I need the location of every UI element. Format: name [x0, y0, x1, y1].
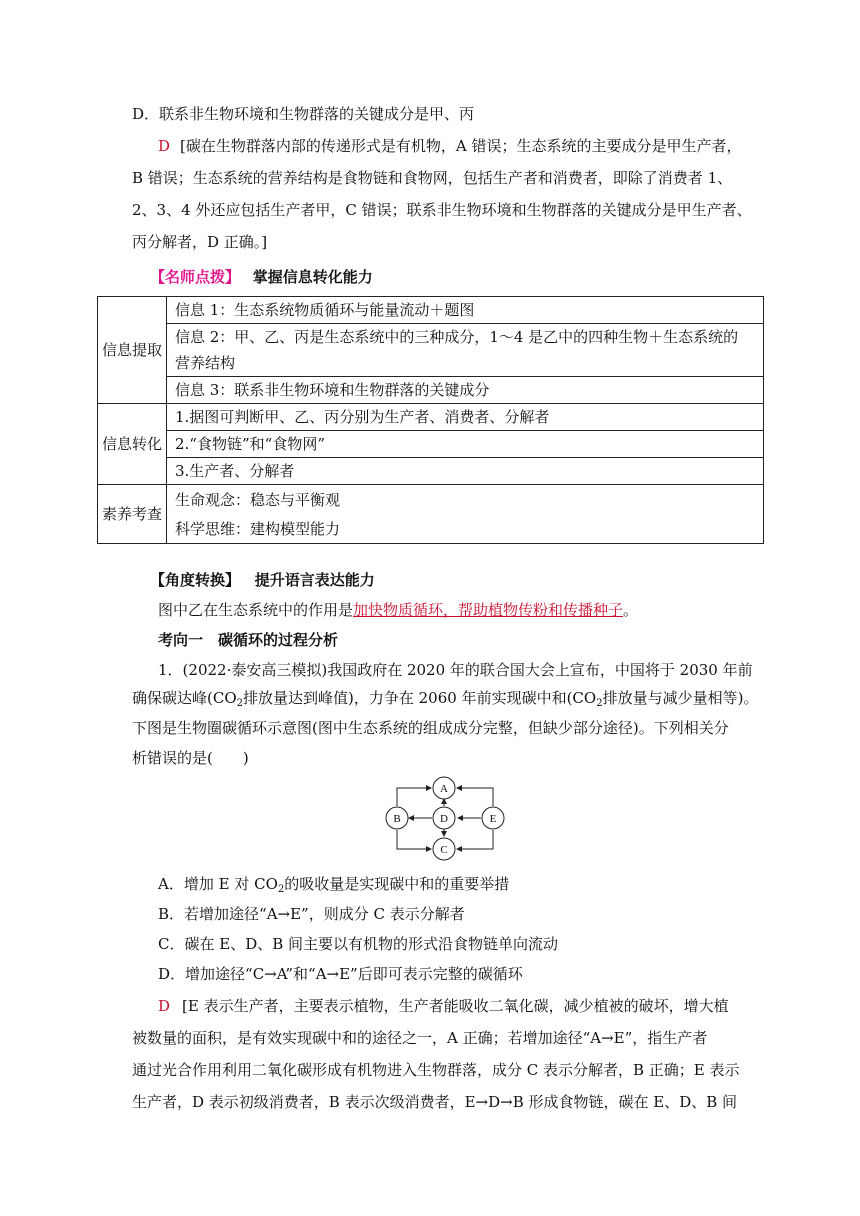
angle-question-prefix: 图中乙在生态系统中的作用是 [158, 601, 354, 619]
option-d-text: D．联系非生物环境和生物群落的关键成分是甲、丙 [132, 105, 475, 123]
explanation-line-4: 丙分解者，D 正确。] [132, 233, 268, 251]
question-line-2-b: 排放量达到峰值)，力争在 2060 年前实现碳中和(CO [243, 689, 597, 707]
teacher-tip-heading [150, 267, 373, 287]
node-a-label: A [440, 783, 448, 795]
option-a-text-1: A．增加 E 对 CO [158, 875, 278, 893]
table-category: 信息转化 [98, 404, 167, 485]
table-category: 素养考查 [98, 485, 167, 544]
subscript: 2 [236, 698, 244, 709]
subscript: 2 [277, 884, 285, 895]
answer-letter: D [158, 137, 171, 155]
answer2-text-1: [E 表示生产者，主要表示植物，生产者能吸收二氧化碳，减少植被的破坏，增大植 [182, 997, 729, 1015]
table-cell: 信息 1：生态系统物质循环与能量流动＋题图 [167, 297, 764, 324]
angle-heading [150, 570, 375, 590]
table-cell [167, 485, 764, 544]
teacher-tip-label: 【名师点拨】 [150, 268, 241, 286]
table-cell: 2.“食物链”和“食物网” [167, 431, 764, 458]
arrow-e-to-a [457, 788, 493, 806]
answer2-letter: D [158, 997, 171, 1015]
question-line-4: 析错误的是( ) [132, 749, 249, 767]
table-cell [167, 324, 764, 377]
answer2-line-4: 生产者，D 表示初级消费者，B 表示次级消费者，E→D→B 形成食物链，碳在 E、D、B 间 [132, 1093, 738, 1111]
angle-answer: 加快物质循环，帮助植物传粉和传播种子 [353, 601, 624, 619]
node-d-label: D [440, 813, 448, 825]
node-c-label: C [440, 844, 448, 856]
table-cell-line: 营养结构 [175, 354, 236, 372]
info-table [97, 296, 764, 544]
table-cell-line: 信息 2：甲、乙、丙是生态系统中的三种成分，1～4 是乙中的四种生物＋生态系统的 [175, 328, 739, 346]
table-cell: 信息 3：联系非生物环境和生物群落的关键成分 [167, 377, 764, 404]
arrow-b-to-a [397, 788, 431, 806]
angle-period: 。 [623, 601, 639, 619]
explanation-line-1: [碳在生物群落内部的传递形式是有机物，A 错误；生态系统的主要成分是甲生产者， [180, 137, 742, 155]
option-a-text-2: 的吸收量是实现碳中和的重要举措 [284, 875, 510, 893]
option-b: B．若增加途径“A→E”，则成分 C 表示分解者 [158, 905, 465, 923]
table-cell-line: 科学思维：建构模型能力 [175, 520, 341, 538]
teacher-tip-title: 掌握信息转化能力 [252, 268, 373, 286]
angle-question [158, 600, 638, 620]
arrow-b-to-c [397, 830, 431, 849]
node-e-label: E [489, 813, 497, 825]
answer2-line-3: 通过光合作用利用二氧化碳形成有机物进入生物群落，成分 C 表示分解者，B 正确；E 表示 [132, 1061, 740, 1079]
arrow-e-to-c [457, 830, 493, 849]
carbon-cycle-diagram [380, 773, 510, 863]
option-d: D．增加途径“C→A”和“A→E”后即可表示完整的碳循环 [158, 965, 523, 983]
question-line-3: 下图是生物圈碳循环示意图(图中生态系统的组成成分完整，但缺少部分途径)。下列相关分 [132, 719, 729, 737]
angle-label: 【角度转换】 [150, 571, 241, 589]
table-cell-line: 生命观念：稳态与平衡观 [175, 491, 341, 509]
subscript: 2 [596, 698, 603, 709]
option-c: C．碳在 E、D、B 间主要以有机物的形式沿食物链单向流动 [158, 935, 559, 953]
answer2-line-2: 被数量的面积，是有效实现碳中和的途径之一，A 正确；若增加途径“A→E”，指生产者 [132, 1029, 708, 1047]
question-line-1: 1．(2022·泰安高三模拟)我国政府在 2020 年的联合国大会上宣布，中国将于 2030 年前 [158, 661, 753, 679]
explanation-line-2: B 错误；生态系统的营养结构是食物链和食物网，包括生产者和消费者，即除了消费者 1、 [132, 169, 733, 187]
question-line-2-c: 排放量与减少量相等)。 [602, 689, 759, 707]
explanation-line-3: 2、3、4 外还应包括生产者甲，C 错误；联系非生物环境和生物群落的关键成分是甲生产者、 [132, 201, 752, 219]
table-cell: 3.生产者、分解者 [167, 458, 764, 485]
table-category: 信息提取 [98, 297, 167, 404]
option-a [158, 874, 509, 894]
question-line-2 [132, 688, 758, 708]
node-b-label: B [393, 813, 401, 825]
question-line-2-a: 确保碳达峰(CO [132, 689, 237, 707]
table-cell: 1.据图可判断甲、乙、丙分别为生产者、消费者、分解者 [167, 404, 764, 431]
angle-title: 提升语言表达能力 [254, 571, 375, 589]
section-heading: 考向一 碳循环的过程分析 [158, 631, 339, 649]
